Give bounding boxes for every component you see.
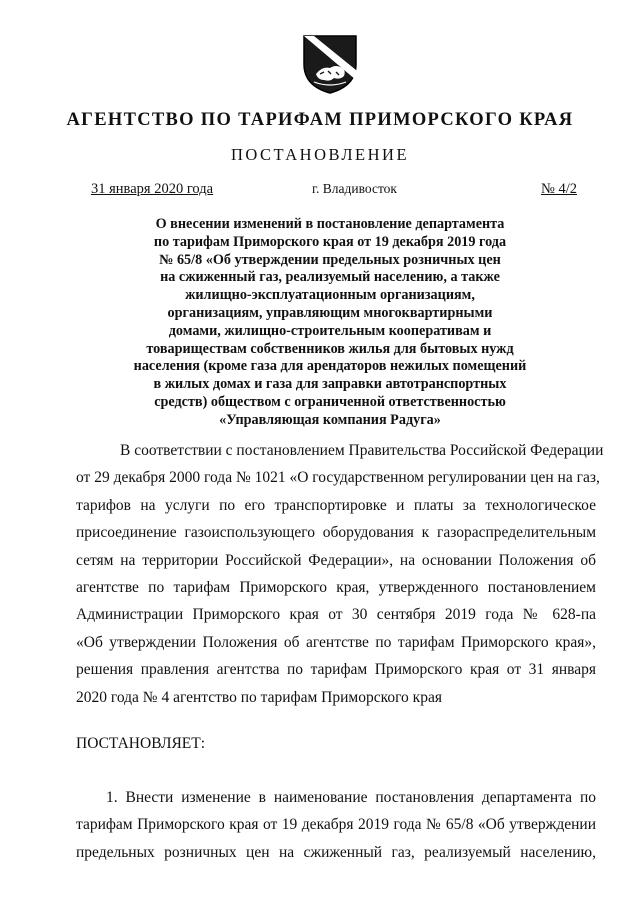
preamble-line: решения правления агентства по тарифам Приморского края от 31 января	[76, 661, 596, 679]
preamble-line: от 29 декабря 2000 года № 1021 «О государственном регулировании цен на газ,	[76, 469, 600, 487]
item-1-line: предельных розничных цен на сжиженный газ, реализуемый населению,	[76, 843, 596, 861]
preamble-line: 2020 года № 4 агентство по тарифам Приморского края	[76, 688, 442, 706]
title-line: товариществам собственников жилья для бытовых нужд	[146, 340, 514, 357]
document-number: № 4/2	[541, 181, 577, 197]
title-line: организациям, управляющим многоквартирными	[167, 304, 493, 321]
document-date: 31 января 2020 года	[91, 181, 214, 197]
item-1-line: 1. Внести изменение в наименование постановления департамента по	[106, 789, 596, 806]
preamble-line: тарифов на услуги по его транспортировке и платы за технологическое	[76, 496, 596, 514]
title-line: в жилых домах и газа для заправки автотранспортных	[153, 376, 507, 393]
agency-name: АГЕНТСТВО ПО ТАРИФАМ ПРИМОРСКОГО КРАЯ	[66, 110, 574, 130]
coat-of-arms-icon	[300, 30, 360, 96]
resolve-heading: ПОСТАНОВЛЯЕТ:	[76, 735, 206, 752]
document-city: г. Владивосток	[312, 181, 397, 196]
title-line: жилищно-эксплуатационным организациям,	[185, 287, 475, 304]
title-line: О внесении изменений в постановление департамента	[155, 216, 505, 232]
title-line: населения (кроме газа для арендаторов нежилых помещений	[133, 358, 527, 375]
item-1-line: тарифам Приморского края от 19 декабря 2019 года № 65/8 «Об утверждении	[76, 816, 596, 834]
document-meta	[91, 181, 577, 201]
preamble-line: агентстве по тарифам Приморского края, утвержденного постановлением	[76, 579, 596, 597]
title-line: домами, жилищно-строительным кооперативам и	[168, 322, 492, 339]
preamble-line: «Об утверждении Положения об агентстве по тарифам Приморского края»,	[76, 633, 596, 651]
title-line: средств) обществом с ограниченной ответственностью	[154, 393, 506, 410]
item-1-paragraph	[76, 784, 596, 866]
document-type: ПОСТАНОВЛЕНИЕ	[230, 145, 410, 164]
preamble-line: В соответствии с постановлением Правительства Российской Федерации	[120, 442, 604, 459]
title-line: № 65/8 «Об утверждении предельных розничных цен	[159, 251, 501, 268]
title-line: по тарифам Приморского края от 19 декабря 2019 года	[153, 233, 507, 250]
document-title	[80, 216, 580, 430]
preamble-line: сетям на территории Российской Федерации», на основании Положения об	[76, 551, 596, 569]
preamble-paragraph	[76, 437, 604, 711]
title-line: на сжиженный газ, реализуемый населению, а также	[160, 269, 500, 286]
title-line: «Управляющая компания Радуга»	[219, 411, 441, 428]
preamble-line: Администрации Приморского края от 30 сентября 2019 года № 628-па	[76, 606, 596, 624]
preamble-line: присоединение газоиспользующего оборудования к газораспределительным	[76, 524, 596, 542]
